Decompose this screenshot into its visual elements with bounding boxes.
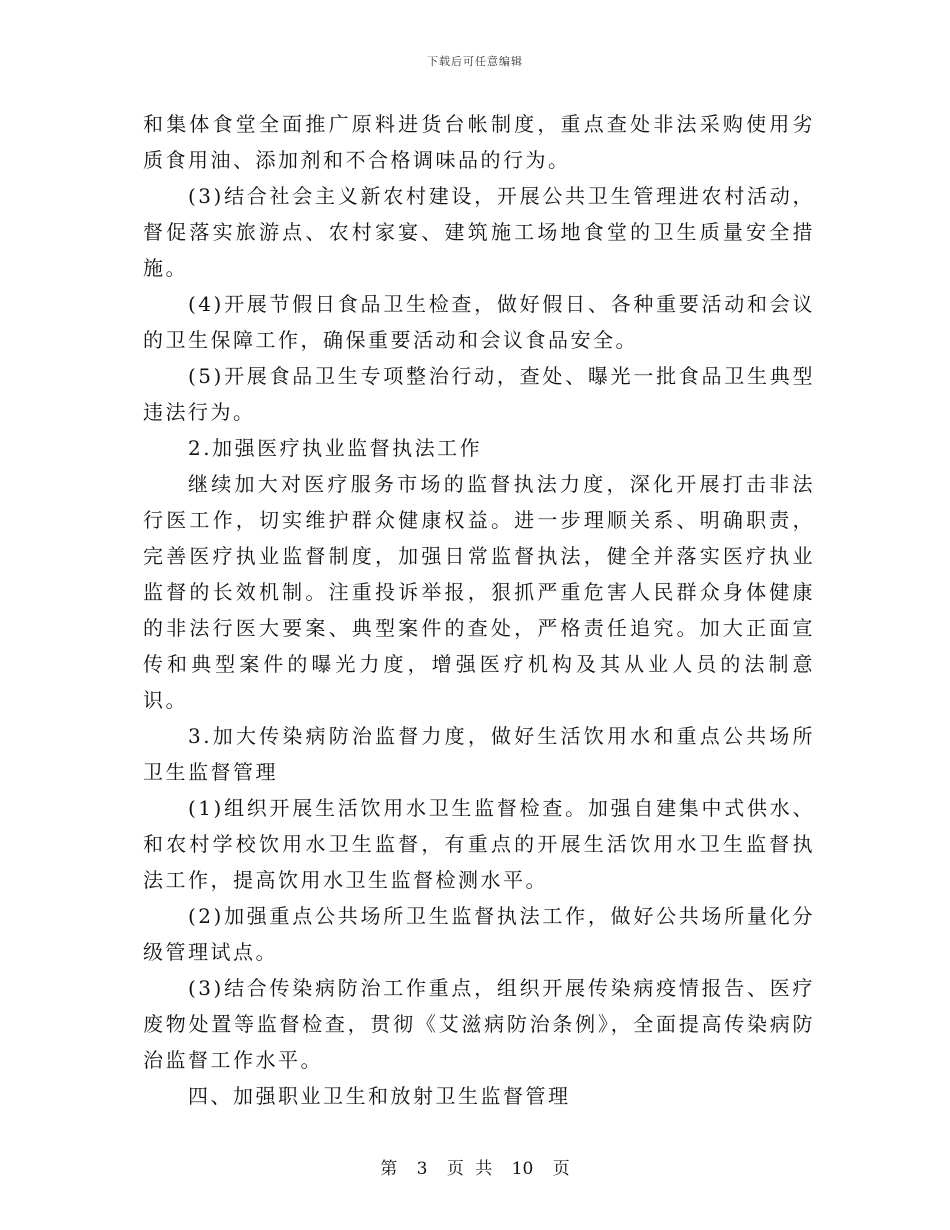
section-heading-4: 四、加强职业卫生和放射卫生监督管理: [188, 1084, 571, 1108]
section-heading-3: 3.加大传染病防治监督力度，做好生活饮用水和重点公共场所卫生监督管理: [143, 724, 815, 784]
page-header: 下载后可任意编辑: [427, 55, 523, 68]
paragraph-2: (3)结合社会主义新农村建设，开展公共卫生管理进农村活动，督促落实旅游点、农村家宴、建筑施工场地食堂的卫生质量安全措施。: [143, 184, 815, 280]
paragraph-5: 继续加大对医疗服务市场的监督执法力度，深化开展打击非法行医工作，切实维护群众健康权益。进一步理顺关系、明确职责，完善医疗执业监督制度，加强日常监督执法，健全并落实医疗执业监督的长效机制。注重投诉举报，狠抓严重危害人民群众身体健康的非法行医大要案、典型案件的查处，严格责任追究。加大正面宣传和典型案件的曝光力度，增强医疗机构及其从业人员的法制意识。: [143, 472, 815, 712]
paragraph-7: (2)加强重点公共场所卫生监督执法工作，做好公共场所量化分级管理试点。: [143, 904, 815, 964]
paragraph-6: (1)组织开展生活饮用水卫生监督检查。加强自建集中式供水、和农村学校饮用水卫生监督，有重点的开展生活饮用水卫生监督执法工作，提高饮用水卫生监督检测水平。: [143, 796, 815, 892]
footer-suffix: 页: [552, 1159, 570, 1179]
footer-page-number: 3: [416, 1159, 428, 1179]
footer-prefix: 第: [380, 1159, 398, 1179]
footer-middle: 页 共: [446, 1159, 493, 1179]
paragraph-4: (5)开展食品卫生专项整治行动，查处、曝光一批食品卫生典型违法行为。: [143, 364, 815, 424]
paragraph-8: (3)结合传染病防治工作重点，组织开展传染病疫情报告、医疗废物处置等监督检查，贯彻《艾滋病防治条例》，全面提高传染病防治监督工作水平。: [143, 976, 815, 1072]
page-footer: [0, 1154, 950, 1179]
paragraph-3: (4)开展节假日食品卫生检查，做好假日、各种重要活动和会议的卫生保障工作，确保重要活动和会议食品安全。: [143, 292, 815, 352]
footer-total-pages: 10: [511, 1159, 534, 1179]
document-body: [143, 106, 815, 1114]
paragraph-1: 和集体食堂全面推广原料进货台帐制度，重点查处非法采购使用劣质食用油、添加剂和不合格调味品的行为。: [143, 112, 815, 172]
section-heading-2: 2.加强医疗执业监督执法工作: [188, 436, 483, 460]
